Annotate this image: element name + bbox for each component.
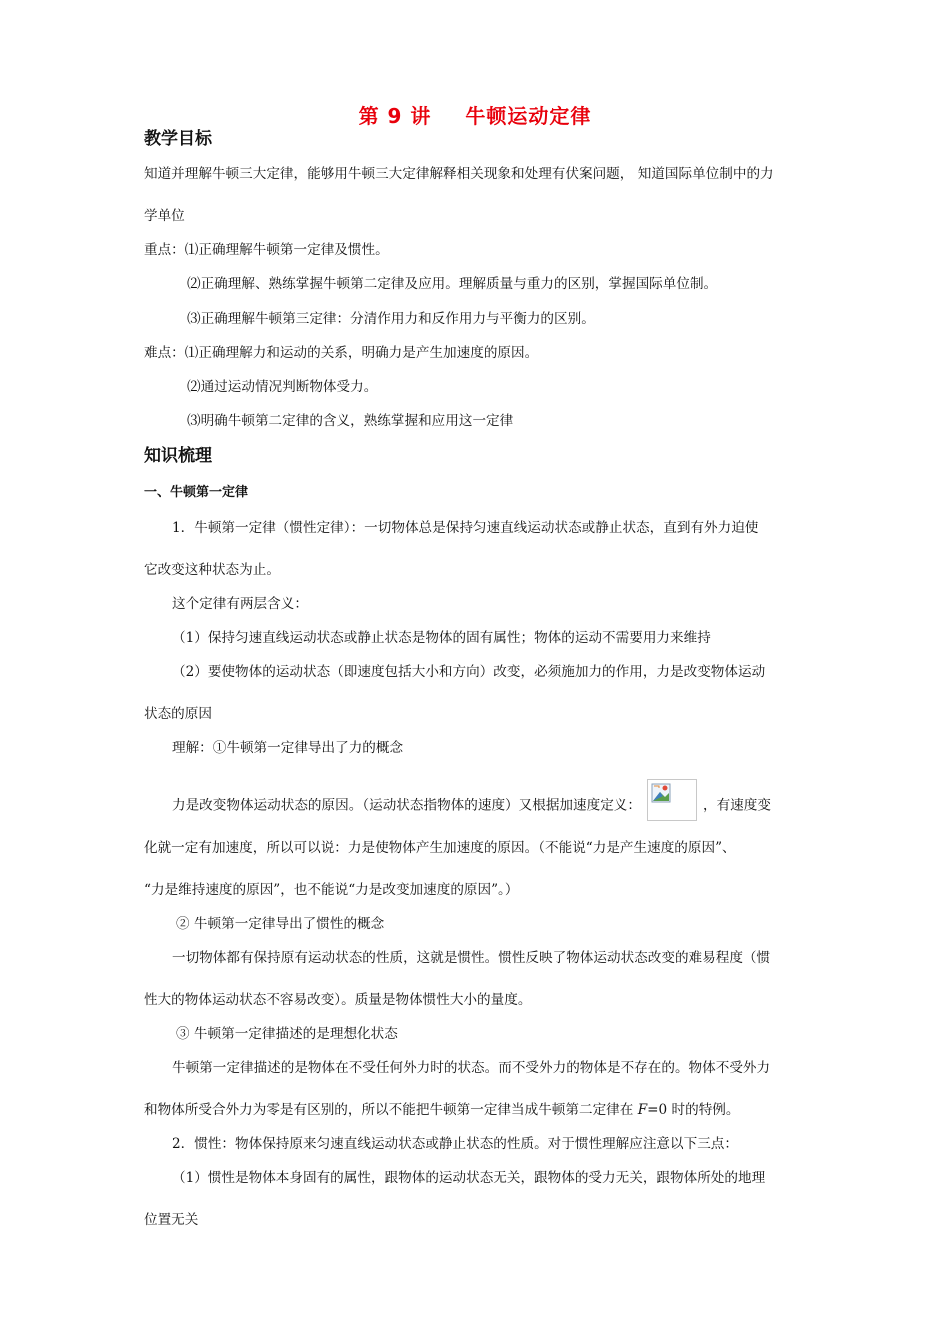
broken-image-icon	[651, 783, 671, 803]
key-points-2: ⑵正确理解、熟练掌握牛顿第二定律及应用。理解质量与重力的区别，掌握国际单位制。	[187, 276, 718, 292]
key-point-text: ⑴正确理解牛顿第一定律及惯性。	[184, 242, 389, 258]
understanding-2: ② 牛顿第一定律导出了惯性的概念	[176, 916, 385, 932]
idealized-text-c: =0 时的特例。	[647, 1102, 740, 1118]
idealized-state-line1: 牛顿第一定律描述的是物体在不受任何外力时的状态。而不受外力的物体是不存在的。物体不受外力	[172, 1060, 771, 1076]
first-law-definition-line2: 它改变这种状态为止。	[144, 562, 280, 578]
inertia-point-1-line1: （1）惯性是物体本身固有的属性，跟物体的运动状态无关，跟物体的受力无关，跟物体所处的地理	[172, 1170, 766, 1186]
meaning-2-line2: 状态的原因	[144, 706, 212, 722]
inertia-point-1-line2: 位置无关	[144, 1212, 199, 1228]
force-cause-text-b: ，有速度变	[702, 797, 771, 814]
acceleration-formula-image	[647, 779, 697, 821]
lecture-number: 第 9 讲	[358, 104, 432, 128]
understanding-3: ③ 牛顿第一定律描述的是理想化状态	[176, 1026, 398, 1042]
meaning-1: （1）保持匀速直线运动状态或静止状态是物体的固有属性；物体的运动不需要用力来维持	[172, 630, 711, 646]
difficulty-text: ⑴正确理解力和运动的关系，明确力是产生加速度的原因。	[184, 345, 539, 361]
difficulties-label: 难点：	[144, 345, 185, 361]
section-heading-first-law: 一、牛顿第一定律	[144, 485, 249, 500]
key-points-label: 重点：	[144, 242, 185, 258]
lecture-topic: 牛顿运动定律	[465, 104, 592, 128]
force-cause-line2: 化就一定有加速度，所以可以说：力是使物体产生加速度的原因。（不能说“力是产生速度的原因”、	[144, 840, 736, 856]
inertia-concept-line1: 一切物体都有保持原有运动状态的性质，这就是惯性。惯性反映了物体运动状态改变的难易程度（惯	[172, 950, 771, 966]
difficulties-1	[144, 343, 538, 363]
inertia-concept-line2: 性大的物体运动状态不容易改变）。质量是物体惯性大小的量度。	[144, 992, 532, 1008]
inertia-definition: 2．惯性：物体保持原来匀速直线运动状态或静止状态的性质。对于惯性理解应注意以下三点：	[172, 1136, 738, 1152]
objectives-heading: 教学目标	[144, 129, 212, 149]
force-cause-line1	[172, 785, 771, 827]
two-meanings-intro: 这个定律有两层含义：	[172, 596, 308, 612]
idealized-text-a: 和物体所受合外力为零是有区别的，所以不能把牛顿第一定律当成牛顿第二定律在	[144, 1102, 638, 1118]
key-points-3: ⑶正确理解牛顿第三定律：分清作用力和反作用力与平衡力的区别。	[187, 311, 595, 327]
understanding-1: 理解：①牛顿第一定律导出了力的概念	[172, 740, 404, 756]
force-symbol: F	[637, 1102, 648, 1118]
first-law-definition-line1: 1．牛顿第一定律（惯性定律）：一切物体总是保持匀速直线运动状态或静止状态，直到有外力迫使	[172, 520, 759, 536]
objectives-intro-line2: 学单位	[144, 208, 185, 224]
idealized-state-line2	[144, 1100, 739, 1120]
difficulties-3: ⑶明确牛顿第二定律的含义，熟练掌握和应用这一定律	[187, 413, 514, 429]
knowledge-heading: 知识梳理	[144, 446, 212, 466]
force-cause-text-a: 力是改变物体运动状态的原因。（运动状态指物体的速度）又根据加速度定义：	[172, 797, 641, 814]
difficulties-2: ⑵通过运动情况判断物体受力。	[187, 379, 378, 395]
page-title	[0, 100, 950, 129]
key-points-1	[144, 240, 389, 260]
meaning-2-line1: （2）要使物体的运动状态（即速度包括大小和方向）改变，必须施加力的作用，力是改变物体运动	[172, 664, 766, 680]
objectives-intro-line1: 知道并理解牛顿三大定律，能够用牛顿三大定律解释相关现象和处理有伏案问题， 知道国际单位制中的力	[144, 166, 774, 182]
force-cause-line3: “力是维持速度的原因”，也不能说“力是改变加速度的原因”。）	[144, 882, 519, 898]
